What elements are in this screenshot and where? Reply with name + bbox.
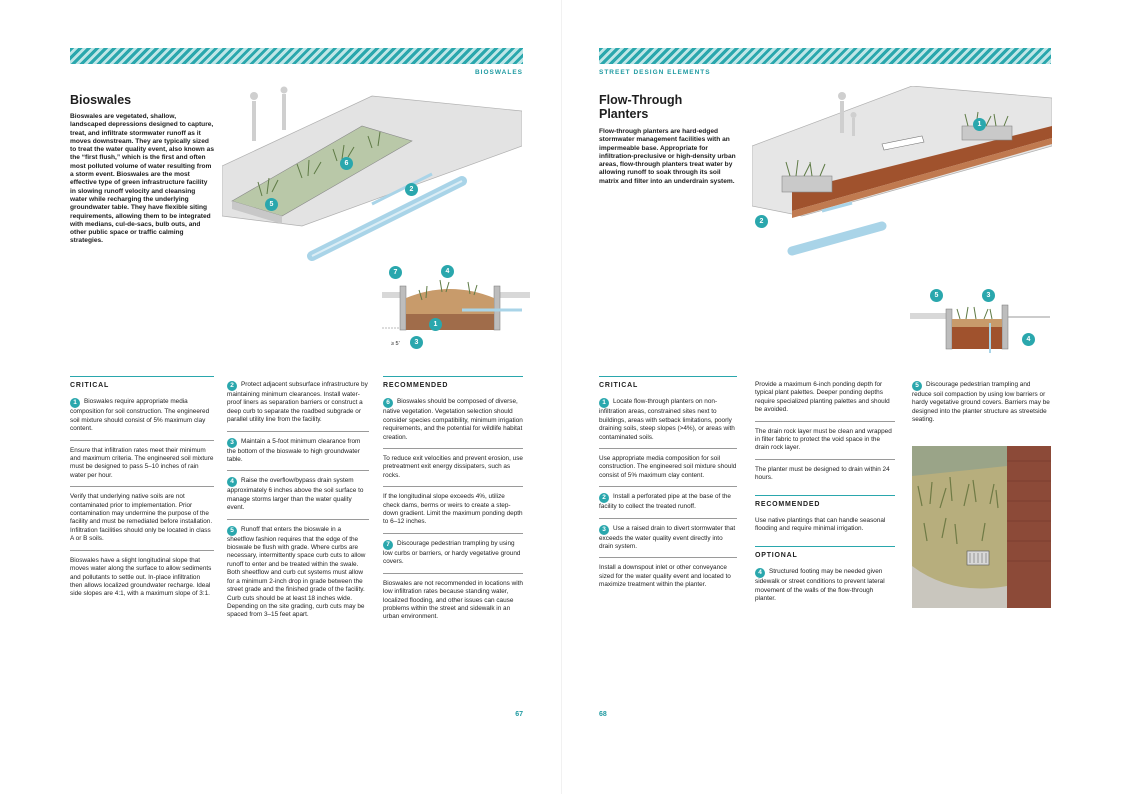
section-callout-4: 4 (1022, 333, 1035, 346)
guideline-number: 2 (599, 493, 609, 503)
critical-column (70, 376, 214, 611)
guideline-item (383, 540, 523, 574)
section-callout-3: 3 (410, 336, 423, 349)
guideline-item (227, 381, 369, 432)
guideline-item (70, 493, 214, 550)
guideline-text: Bioswales should be composed of diverse, native vegetation. Vegetation selection should consider species compatibility, minimum irrigation requirements, and the potential for wildlife habitat creation. (383, 398, 523, 441)
guideline-item (599, 398, 737, 449)
guideline-number: 5 (227, 526, 237, 536)
guideline-item (383, 493, 523, 534)
guideline-text: Runoff that enters the bioswale in a sheetflow fashion requires that the edge of the bioswale be flush with grade. Where curbs are necessary, intermittently space curb cuts to allow runoff to enter and be treated within the swale. Both sheetflow and curb cut systems must allow for a minimum 2-inch drop in grade between the street grade and the finished grade of the facility. Curb cuts should be at least 18 inches wide. Depending on the site grading, curb cuts may be spaced from 3–15 feet apart. (227, 525, 366, 619)
planter-section (910, 295, 1055, 355)
guideline-item (70, 398, 214, 440)
guideline-text: Raise the overflow/bypass drain system approximately 6 inches above the soil surface to manage storms larger than the water quality event. (227, 477, 364, 512)
guideline-item (383, 398, 523, 449)
guideline-item (599, 455, 737, 487)
guideline-text: Maintain a 5-foot minimum clearance from the bottom of the bioswale to high groundwater table. (227, 437, 361, 464)
guideline-item (755, 428, 895, 460)
recommended-column (383, 376, 523, 634)
page-title: Bioswales (70, 93, 132, 107)
guideline-number: 5 (912, 381, 922, 391)
guideline-item (755, 568, 895, 609)
page-67 (0, 0, 561, 794)
guideline-item (755, 381, 895, 422)
guideline-item (912, 381, 1051, 431)
guideline-item (227, 438, 369, 472)
hatch-banner (599, 48, 1051, 64)
guideline-text: Install a perforated pipe at the base of the facility to collect the treated runoff. (599, 493, 731, 511)
recommended-heading: RECOMMENDED (755, 495, 895, 509)
section-tag: STREET DESIGN ELEMENTS (599, 69, 711, 76)
planter-photo (912, 446, 1051, 608)
guideline-number: 1 (70, 398, 80, 408)
guideline-text: Locate flow-through planters on non-infiltration areas, constrained sites next to buildings, areas with setback limitations, poorly draining soils, steep slopes (>4%), or areas with contaminated soils. (599, 398, 735, 441)
guideline-number: 2 (227, 381, 237, 391)
guideline-item (599, 525, 737, 559)
intro-text: Flow-through planters are hard-edged stormwater management facilities with an impermeable base. Appropriate for infiltration-preclusive or high-density urban areas, flow-through planters treat water by allowing runoff to soak through its soil matrix and filter into an underdrain system. (599, 128, 736, 185)
illustration-callout-1: 1 (973, 118, 986, 131)
guideline-item (383, 580, 523, 628)
illustration-callout-6: 6 (340, 157, 353, 170)
guideline-text: If the longitudinal slope exceeds 4%, utilize check dams, berms or weirs to create a step-down gradient. Limit the maximum ponding depth to 6–12 inches. (383, 493, 523, 526)
optional-heading: OPTIONAL (755, 546, 895, 560)
page-number: 67 (515, 711, 523, 718)
critical-column-3 (912, 381, 1051, 437)
guideline-number: 4 (227, 477, 237, 487)
critical-heading: CRITICAL (70, 376, 214, 390)
illustration-callout-2: 2 (405, 183, 418, 196)
guideline-text: The planter must be designed to drain within 24 hours. (755, 465, 890, 482)
guideline-text: Install a downspout inlet or other conveyance sized for the water quality event and located to maximize treatment within the planter. (599, 564, 731, 589)
guideline-number: 3 (227, 438, 237, 448)
guideline-number: 7 (383, 540, 393, 550)
planter-illustration (752, 86, 1052, 261)
guideline-item (755, 517, 895, 540)
section-callout-7: 7 (389, 266, 402, 279)
section-callout-4: 4 (441, 265, 454, 278)
guideline-item (599, 564, 737, 595)
guideline-text: Use a raised drain to divert stormwater that exceeds the water quality event directly into drain system. (599, 524, 736, 551)
intro-text: Bioswales are vegetated, shallow, landscaped depressions designed to capture, treat, and infiltrate stormwater runoff as it moves downstream. They are typically sized to treat the water quality event, also known as the “first flush,” which is the first and often most polluted volume of water resulting from a storm event. Bioswales are the most effective type of green infrastructure facility in slowing runoff velocity and cleansing water while recharging the underlying groundwater table. They have flexible siting requirements, allowing them to be integrated with medians, cul-de-sacs, bulb outs, and other public space or traffic calming strategies. (70, 113, 215, 245)
section-tag: BIOSWALES (474, 69, 523, 76)
guideline-item (227, 477, 369, 519)
guideline-text: Use appropriate media composition for soil construction. The engineered soil mixture should consist of 5% maximum clay content. (599, 455, 737, 479)
illustration-callout-2: 2 (755, 215, 768, 228)
guideline-text: Discourage pedestrian trampling by using low curbs or barriers, or hardy vegetative ground covers. (383, 539, 521, 566)
page-number: 68 (599, 711, 607, 718)
guideline-number: 3 (599, 525, 609, 535)
guideline-text: Use native plantings that can handle seasonal flooding and require minimal irrigation. (755, 517, 886, 533)
guideline-text: The drain rock layer must be clean and wrapped in filter fabric to protect the void space in the drain rock layer. (755, 427, 892, 452)
page-68 (562, 0, 1123, 794)
critical-column (599, 376, 737, 602)
guideline-text: Bioswales require appropriate media composition for soil construction. The engineered soil mixture should consist of 5% maximum clay content. (70, 398, 210, 433)
guideline-number: 4 (755, 568, 765, 578)
bioswale-section (382, 270, 532, 360)
guideline-text: Provide a maximum 6-inch ponding depth for typical plant palettes. Deeper ponding depths require specialized planting palettes and should be avoided. (755, 381, 890, 414)
guideline-item (70, 447, 214, 488)
guideline-number: 6 (383, 398, 393, 408)
guideline-item (70, 557, 214, 605)
illustration-callout-5: 5 (265, 198, 278, 211)
bioswale-illustration (222, 86, 522, 271)
page-title: Flow-Through Planters (599, 93, 683, 121)
depth-dimension: ≥ 5' (391, 341, 400, 347)
section-callout-5: 5 (930, 289, 943, 302)
hatch-banner (70, 48, 523, 64)
section-callout-3: 3 (982, 289, 995, 302)
critical-column-2 (755, 381, 895, 616)
guideline-item (599, 493, 737, 518)
guideline-item (383, 455, 523, 487)
guideline-item (227, 526, 369, 626)
guideline-number: 1 (599, 398, 609, 408)
guideline-item (755, 466, 895, 489)
critical-column-2 (227, 381, 369, 632)
guideline-text: To reduce exit velocities and prevent erosion, use pretreatment exit energy dissipaters, such as rocks. (383, 455, 523, 479)
guideline-text: Ensure that infiltration rates meet their minimum and maximum criteria. The engineered soil mixture must be designed to pass 5–10 inches of rain water per hour. (70, 446, 214, 479)
guideline-text: Structured footing may be needed given sidewalk or street conditions to prevent lateral movement of the walls of the flow-through planter. (755, 568, 885, 603)
section-callout-1: 1 (429, 318, 442, 331)
guideline-text: Discourage pedestrian trampling and reduce soil compaction by using low barriers or hardy vegetative ground covers. Barriers may be designed into the planter structure as streetside seating. (912, 381, 1050, 424)
guideline-text: Bioswales are not recommended in locations with low infiltration rates because standing water, localized flooding, and other issues can cause problems within the street and sidewalk in an urban environment. (383, 579, 523, 621)
guideline-text: Bioswales have a slight longitudinal slope that moves water along the surface to allow sediments and pollutants to settle out. In-place infiltration then allows localized groundwater recharge. Ideal side slopes are 4:1, with a maximum slope of 3:1. (70, 556, 212, 598)
recommended-heading: RECOMMENDED (383, 376, 523, 390)
guideline-text: Verify that underlying native soils are not contaminated prior to implementation. Prior contamination may undermine the purpose of the facility and must be remediated before installation. Infiltration facilities should only be located in class A or B soils. (70, 493, 213, 543)
guideline-text: Protect adjacent subsurface infrastructure by maintaining minimum clearances. Install water-proof liners as separation barriers or construct a deep curb to separate the roadbed subgrade or parallel utility line from the facility. (227, 381, 368, 424)
critical-heading: CRITICAL (599, 376, 737, 390)
